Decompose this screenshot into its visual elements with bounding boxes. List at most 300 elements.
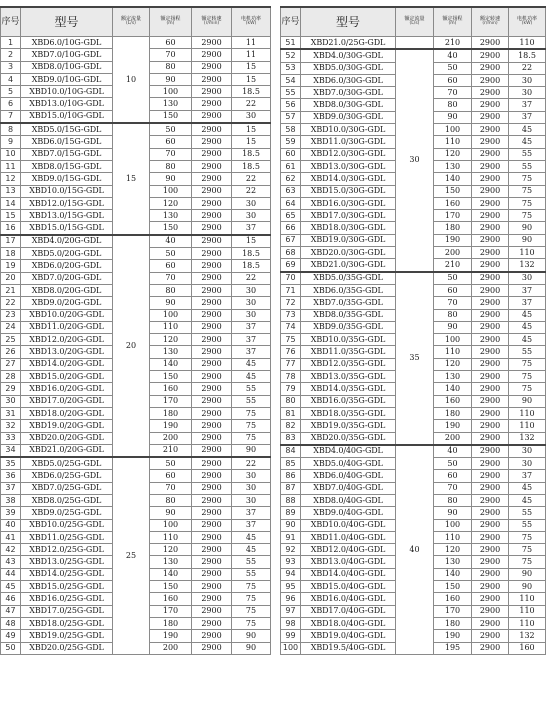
row-seq: 100 [281, 642, 301, 654]
row-head: 60 [150, 470, 192, 482]
header-head: 额定扬程 (m) [434, 7, 472, 37]
row-model: XBD11.0/40G-GDL [301, 531, 396, 543]
row-head: 200 [150, 432, 192, 444]
row-seq: 25 [1, 334, 21, 346]
row-head: 200 [434, 247, 472, 259]
row-head: 140 [434, 173, 472, 185]
row-speed: 2900 [192, 309, 232, 321]
row-power: 30 [509, 74, 546, 86]
row-power: 30 [232, 210, 271, 222]
row-head: 100 [150, 185, 192, 197]
row-model: XBD7.0/10G-GDL [21, 49, 113, 61]
row-head: 120 [150, 197, 192, 209]
row-head: 60 [150, 37, 192, 49]
row-model: XBD20.0/35G-GDL [301, 432, 396, 445]
row-power: 75 [509, 371, 546, 383]
row-head: 80 [150, 61, 192, 73]
row-power: 18.5 [232, 86, 271, 98]
row-model: XBD4.0/30G-GDL [301, 49, 396, 62]
row-model: XBD20.0/20G-GDL [21, 432, 113, 444]
row-head: 170 [150, 605, 192, 617]
row-seq: 44 [1, 568, 21, 580]
row-seq: 79 [281, 383, 301, 395]
row-seq: 42 [1, 544, 21, 556]
row-seq: 52 [281, 49, 301, 62]
row-model: XBD18.0/25G-GDL [21, 617, 113, 629]
row-power: 75 [509, 185, 546, 197]
row-power: 18.5 [232, 260, 271, 272]
row-speed: 2900 [472, 62, 509, 74]
row-speed: 2900 [192, 482, 232, 494]
row-model: XBD5.0/35G-GDL [301, 272, 396, 285]
row-speed: 2900 [192, 507, 232, 519]
row-speed: 2900 [472, 309, 509, 321]
row-seq: 10 [1, 148, 21, 160]
row-model: XBD9.0/15G-GDL [21, 173, 113, 185]
row-seq: 43 [1, 556, 21, 568]
row-power: 45 [232, 544, 271, 556]
row-speed: 2900 [472, 173, 509, 185]
row-seq: 22 [1, 297, 21, 309]
row-seq: 94 [281, 568, 301, 580]
row-head: 210 [434, 259, 472, 272]
row-head: 140 [434, 383, 472, 395]
row-speed: 2900 [192, 98, 232, 110]
row-speed: 2900 [192, 581, 232, 593]
row-seq: 29 [1, 383, 21, 395]
header-model: 型号 [21, 7, 113, 37]
row-power: 45 [232, 371, 271, 383]
table-row [1, 123, 271, 136]
row-seq: 19 [1, 260, 21, 272]
row-seq: 62 [281, 173, 301, 185]
row-speed: 2900 [192, 136, 232, 148]
row-seq: 2 [1, 49, 21, 61]
row-power: 22 [232, 272, 271, 284]
row-speed: 2900 [472, 519, 509, 531]
row-speed: 2900 [192, 210, 232, 222]
row-power: 22 [232, 98, 271, 110]
row-speed: 2900 [192, 61, 232, 73]
row-power: 15 [232, 136, 271, 148]
row-seq: 97 [281, 605, 301, 617]
row-speed: 2900 [192, 197, 232, 209]
row-power: 90 [509, 568, 546, 580]
row-head: 90 [434, 507, 472, 519]
row-head: 160 [150, 383, 192, 395]
header-speed: 额定转速 (r/min) [472, 7, 509, 37]
row-power: 30 [232, 297, 271, 309]
group-flow-rate: 40 [396, 445, 434, 655]
row-speed: 2900 [472, 593, 509, 605]
row-model: XBD4.0/40G-GDL [301, 445, 396, 458]
row-head: 50 [434, 62, 472, 74]
row-speed: 2900 [192, 358, 232, 370]
row-power: 110 [509, 593, 546, 605]
row-speed: 2900 [192, 630, 232, 642]
row-speed: 2900 [192, 407, 232, 419]
row-model: XBD11.0/20G-GDL [21, 321, 113, 333]
row-speed: 2900 [192, 284, 232, 296]
row-power: 132 [509, 630, 546, 642]
row-seq: 69 [281, 259, 301, 272]
row-power: 45 [232, 358, 271, 370]
row-head: 150 [150, 222, 192, 235]
row-model: XBD9.0/30G-GDL [301, 111, 396, 123]
row-seq: 26 [1, 346, 21, 358]
row-speed: 2900 [472, 74, 509, 86]
row-head: 130 [150, 556, 192, 568]
row-head: 80 [150, 494, 192, 506]
row-head: 90 [150, 507, 192, 519]
row-power: 75 [232, 581, 271, 593]
row-seq: 47 [1, 605, 21, 617]
row-speed: 2900 [472, 420, 509, 432]
row-seq: 32 [1, 420, 21, 432]
row-model: XBD16.0/35G-GDL [301, 395, 396, 407]
row-model: XBD12.0/35G-GDL [301, 358, 396, 370]
row-head: 70 [150, 482, 192, 494]
row-model: XBD11.0/25G-GDL [21, 531, 113, 543]
row-speed: 2900 [472, 507, 509, 519]
row-model: XBD6.0/40G-GDL [301, 470, 396, 482]
row-head: 190 [434, 234, 472, 246]
row-head: 80 [434, 494, 472, 506]
row-model: XBD5.0/25G-GDL [21, 457, 113, 470]
row-head: 150 [150, 371, 192, 383]
row-model: XBD14.0/20G-GDL [21, 358, 113, 370]
row-speed: 2900 [192, 148, 232, 160]
table-body-left [1, 37, 271, 655]
row-power: 75 [232, 432, 271, 444]
row-model: XBD10.0/40G-GDL [301, 519, 396, 531]
row-head: 170 [434, 210, 472, 222]
row-seq: 75 [281, 334, 301, 346]
table-header-row [1, 7, 271, 37]
row-head: 140 [434, 568, 472, 580]
row-seq: 56 [281, 99, 301, 111]
row-head: 90 [150, 297, 192, 309]
row-head: 60 [434, 470, 472, 482]
row-seq: 33 [1, 432, 21, 444]
row-head: 130 [434, 556, 472, 568]
row-power: 75 [232, 605, 271, 617]
row-speed: 2900 [192, 346, 232, 358]
row-power: 90 [509, 222, 546, 234]
row-head: 100 [434, 334, 472, 346]
row-model: XBD9.0/25G-GDL [21, 507, 113, 519]
row-head: 190 [150, 420, 192, 432]
row-power: 30 [509, 445, 546, 458]
row-model: XBD13.0/10G-GDL [21, 98, 113, 110]
row-head: 150 [150, 581, 192, 593]
row-seq: 90 [281, 519, 301, 531]
row-power: 22 [232, 457, 271, 470]
row-speed: 2900 [192, 444, 232, 457]
row-speed: 2900 [192, 420, 232, 432]
row-model: XBD19.0/30G-GDL [301, 234, 396, 246]
row-head: 70 [150, 272, 192, 284]
row-head: 110 [434, 531, 472, 543]
row-power: 132 [509, 259, 546, 272]
row-model: XBD19.0/25G-GDL [21, 630, 113, 642]
row-seq: 57 [281, 111, 301, 123]
row-head: 100 [434, 519, 472, 531]
row-power: 37 [232, 346, 271, 358]
row-model: XBD6.0/20G-GDL [21, 260, 113, 272]
table-row [281, 49, 546, 62]
row-power: 45 [509, 321, 546, 333]
row-head: 200 [150, 642, 192, 654]
row-seq: 3 [1, 61, 21, 73]
row-power: 75 [509, 531, 546, 543]
row-speed: 2900 [192, 260, 232, 272]
row-head: 110 [150, 531, 192, 543]
row-model: XBD7.0/40G-GDL [301, 482, 396, 494]
row-head: 195 [434, 642, 472, 654]
row-power: 18.5 [232, 248, 271, 260]
row-head: 80 [434, 309, 472, 321]
row-head: 130 [150, 346, 192, 358]
row-head: 150 [434, 581, 472, 593]
row-speed: 2900 [472, 568, 509, 580]
row-head: 200 [434, 432, 472, 445]
row-seq: 39 [1, 507, 21, 519]
row-model: XBD10.0/30G-GDL [301, 124, 396, 136]
group-flow-rate: 10 [113, 37, 150, 124]
row-speed: 2900 [192, 86, 232, 98]
row-model: XBD15.0/20G-GDL [21, 371, 113, 383]
row-power: 30 [232, 470, 271, 482]
row-speed: 2900 [192, 642, 232, 654]
row-seq: 37 [1, 482, 21, 494]
row-seq: 65 [281, 210, 301, 222]
row-seq: 85 [281, 458, 301, 470]
row-model: XBD10.0/10G-GDL [21, 86, 113, 98]
row-head: 210 [434, 37, 472, 50]
row-head: 100 [150, 519, 192, 531]
row-model: XBD15.0/15G-GDL [21, 222, 113, 235]
row-model: XBD7.0/30G-GDL [301, 87, 396, 99]
row-seq: 78 [281, 371, 301, 383]
row-speed: 2900 [472, 445, 509, 458]
row-seq: 30 [1, 395, 21, 407]
row-speed: 2900 [472, 494, 509, 506]
row-speed: 2900 [192, 494, 232, 506]
row-seq: 8 [1, 123, 21, 136]
row-head: 130 [434, 160, 472, 172]
row-power: 75 [232, 593, 271, 605]
row-seq: 9 [1, 136, 21, 148]
row-head: 60 [434, 74, 472, 86]
row-power: 45 [509, 494, 546, 506]
row-speed: 2900 [472, 272, 509, 285]
row-head: 160 [434, 197, 472, 209]
row-power: 160 [509, 642, 546, 654]
group-flow-rate: 30 [396, 49, 434, 271]
row-power: 37 [509, 470, 546, 482]
row-seq: 12 [1, 173, 21, 185]
row-model: XBD21.0/30G-GDL [301, 259, 396, 272]
row-head: 70 [434, 87, 472, 99]
row-model: XBD16.0/30G-GDL [301, 197, 396, 209]
row-head: 130 [434, 371, 472, 383]
row-speed: 2900 [472, 284, 509, 296]
row-speed: 2900 [472, 432, 509, 445]
row-model: XBD13.0/40G-GDL [301, 556, 396, 568]
row-speed: 2900 [472, 297, 509, 309]
row-seq: 60 [281, 148, 301, 160]
row-head: 180 [434, 222, 472, 234]
row-seq: 38 [1, 494, 21, 506]
row-head: 80 [150, 284, 192, 296]
row-head: 50 [434, 458, 472, 470]
row-seq: 81 [281, 407, 301, 419]
row-power: 55 [232, 383, 271, 395]
row-speed: 2900 [472, 234, 509, 246]
row-model: XBD20.0/25G-GDL [21, 642, 113, 654]
row-power: 11 [232, 49, 271, 61]
row-power: 18.5 [232, 160, 271, 172]
row-speed: 2900 [472, 111, 509, 123]
row-speed: 2900 [472, 482, 509, 494]
row-speed: 2900 [192, 222, 232, 235]
row-head: 190 [434, 420, 472, 432]
row-power: 15 [232, 123, 271, 136]
row-speed: 2900 [192, 185, 232, 197]
row-model: XBD4.0/20G-GDL [21, 235, 113, 248]
row-model: XBD18.0/30G-GDL [301, 222, 396, 234]
row-model: XBD9.0/20G-GDL [21, 297, 113, 309]
row-seq: 68 [281, 247, 301, 259]
row-power: 30 [232, 284, 271, 296]
row-power: 18.5 [232, 148, 271, 160]
row-seq: 73 [281, 309, 301, 321]
row-power: 37 [509, 99, 546, 111]
row-power: 90 [509, 395, 546, 407]
row-head: 80 [150, 160, 192, 172]
row-power: 30 [509, 458, 546, 470]
row-speed: 2900 [472, 346, 509, 358]
row-head: 90 [434, 111, 472, 123]
row-head: 140 [150, 568, 192, 580]
row-seq: 54 [281, 74, 301, 86]
row-head: 120 [434, 544, 472, 556]
row-seq: 61 [281, 160, 301, 172]
row-speed: 2900 [472, 581, 509, 593]
header-flow: 额定流量 (L/s) [113, 7, 150, 37]
row-seq: 87 [281, 482, 301, 494]
row-seq: 16 [1, 222, 21, 235]
header-seq: 序号 [281, 7, 301, 37]
row-power: 22 [509, 62, 546, 74]
row-seq: 63 [281, 185, 301, 197]
row-seq: 1 [1, 37, 21, 49]
row-speed: 2900 [192, 272, 232, 284]
row-seq: 76 [281, 346, 301, 358]
row-model: XBD19.5/40G-GDL [301, 642, 396, 654]
row-seq: 92 [281, 544, 301, 556]
row-power: 75 [509, 173, 546, 185]
row-head: 70 [150, 49, 192, 61]
row-head: 90 [150, 73, 192, 85]
row-speed: 2900 [192, 334, 232, 346]
header-model: 型号 [301, 7, 396, 37]
row-head: 180 [150, 617, 192, 629]
row-model: XBD9.0/40G-GDL [301, 507, 396, 519]
row-speed: 2900 [472, 470, 509, 482]
row-head: 70 [434, 482, 472, 494]
row-speed: 2900 [472, 37, 509, 50]
row-model: XBD16.0/20G-GDL [21, 383, 113, 395]
row-model: XBD8.0/30G-GDL [301, 99, 396, 111]
row-power: 30 [509, 87, 546, 99]
row-model: XBD12.0/20G-GDL [21, 334, 113, 346]
row-seq: 93 [281, 556, 301, 568]
row-model: XBD17.0/20G-GDL [21, 395, 113, 407]
row-model: XBD7.0/15G-GDL [21, 148, 113, 160]
row-seq: 15 [1, 210, 21, 222]
row-seq: 77 [281, 358, 301, 370]
row-power: 75 [232, 420, 271, 432]
row-power: 30 [232, 110, 271, 123]
row-head: 160 [434, 593, 472, 605]
row-seq: 14 [1, 197, 21, 209]
row-seq: 70 [281, 272, 301, 285]
row-power: 75 [509, 383, 546, 395]
row-model: XBD13.0/35G-GDL [301, 371, 396, 383]
row-speed: 2900 [472, 395, 509, 407]
row-power: 22 [232, 173, 271, 185]
row-model: XBD21.0/20G-GDL [21, 444, 113, 457]
row-head: 50 [150, 123, 192, 136]
row-power: 30 [232, 494, 271, 506]
header-power: 电机功率 (kW) [509, 7, 546, 37]
row-seq: 86 [281, 470, 301, 482]
row-seq: 51 [281, 37, 301, 50]
row-speed: 2900 [192, 395, 232, 407]
group-flow-rate-continued [396, 37, 434, 50]
row-model: XBD8.0/20G-GDL [21, 284, 113, 296]
row-power: 55 [509, 160, 546, 172]
row-head: 110 [150, 321, 192, 333]
row-seq: 91 [281, 531, 301, 543]
row-model: XBD19.0/40G-GDL [301, 630, 396, 642]
row-power: 18.5 [509, 49, 546, 62]
row-seq: 27 [1, 358, 21, 370]
row-seq: 64 [281, 197, 301, 209]
row-model: XBD18.0/20G-GDL [21, 407, 113, 419]
row-seq: 23 [1, 309, 21, 321]
header-seq: 序号 [1, 7, 21, 37]
row-power: 90 [232, 444, 271, 457]
table-row [1, 235, 271, 248]
row-model: XBD8.0/40G-GDL [301, 494, 396, 506]
row-speed: 2900 [472, 617, 509, 629]
row-speed: 2900 [472, 531, 509, 543]
row-power: 22 [232, 185, 271, 197]
row-model: XBD8.0/25G-GDL [21, 494, 113, 506]
row-seq: 11 [1, 160, 21, 172]
row-speed: 2900 [192, 248, 232, 260]
row-speed: 2900 [192, 173, 232, 185]
row-seq: 4 [1, 73, 21, 85]
row-seq: 72 [281, 297, 301, 309]
row-model: XBD6.0/30G-GDL [301, 74, 396, 86]
row-power: 75 [509, 556, 546, 568]
row-head: 70 [150, 148, 192, 160]
row-head: 50 [150, 248, 192, 260]
